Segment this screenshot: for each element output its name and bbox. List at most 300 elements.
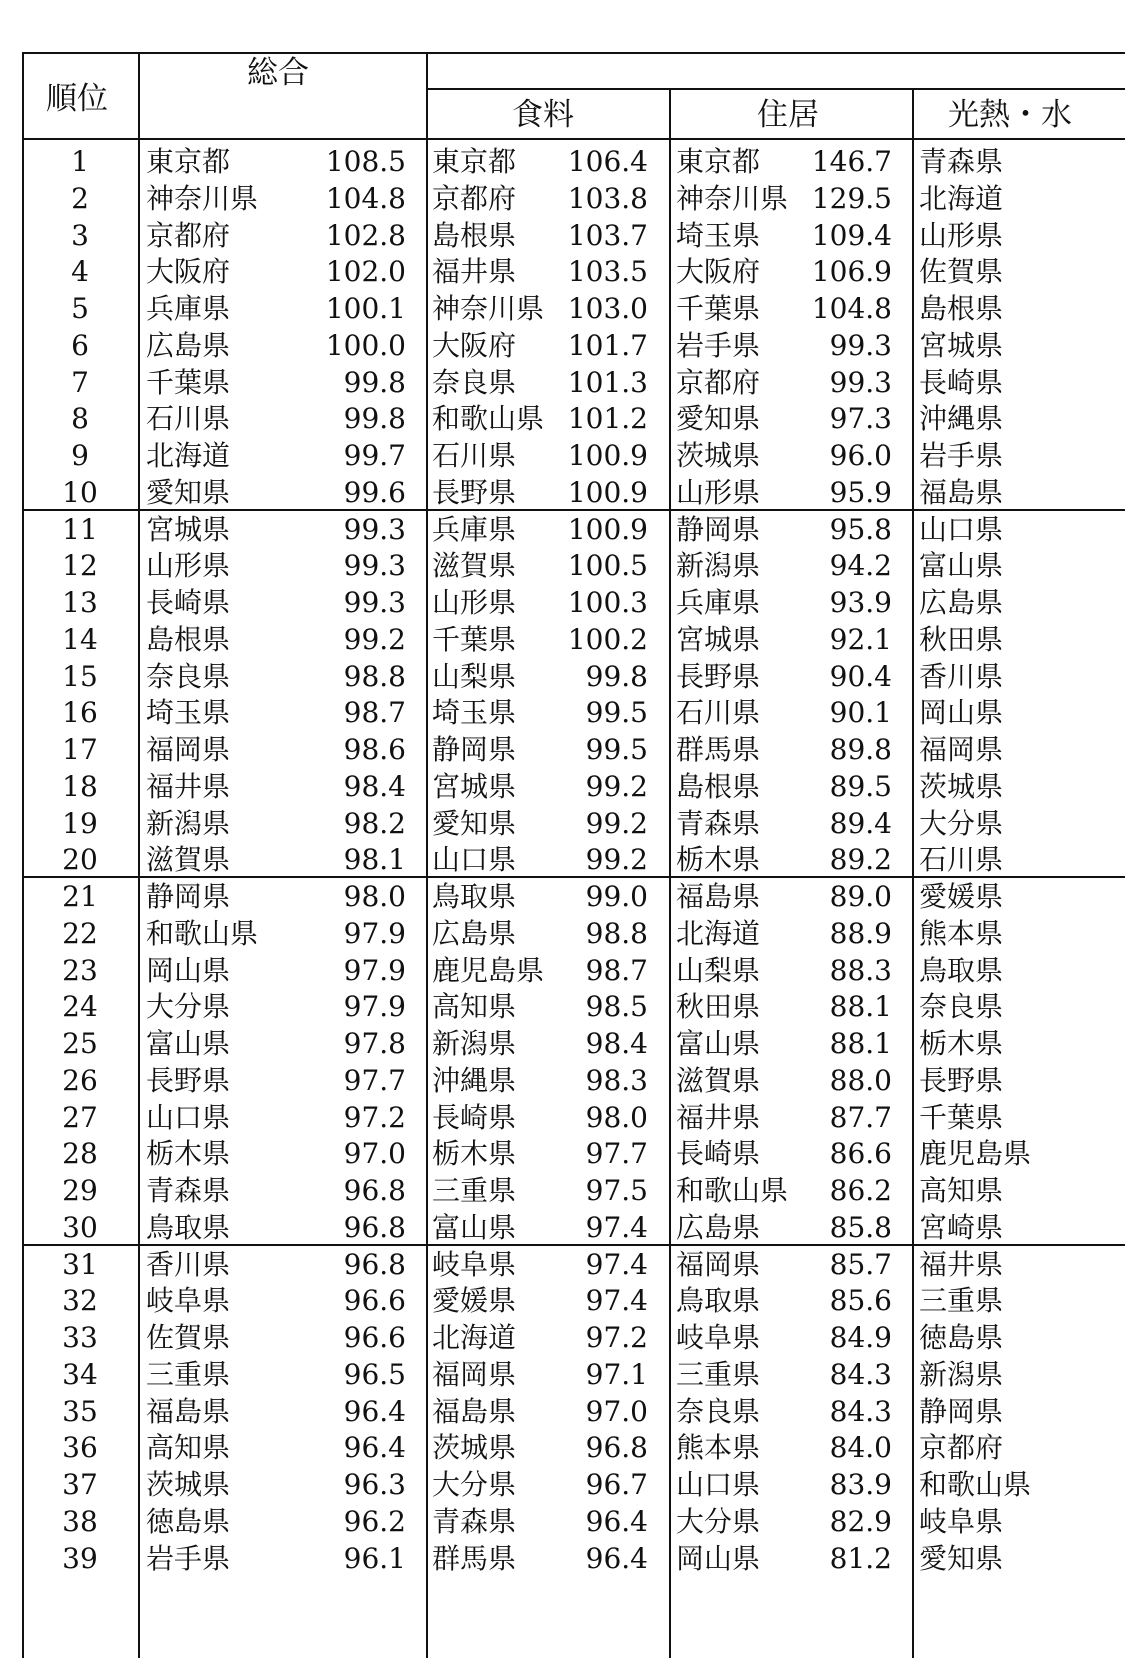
housing-value-cell: 85.6	[829, 1284, 892, 1318]
housing-value-cell: 88.9	[829, 916, 892, 950]
housing-pref-cell: 神奈川県	[676, 181, 789, 215]
housing-pref-cell: 山梨県	[676, 953, 761, 987]
housing-value-cell: 82.9	[829, 1504, 892, 1538]
rank-cell: 37	[62, 1468, 98, 1501]
header-food: 食料	[512, 97, 574, 133]
utilities-pref-cell: 京都府	[919, 1431, 1004, 1465]
housing-value-cell: 81.2	[829, 1541, 892, 1575]
total-value-cell: 99.8	[343, 365, 406, 399]
rank-cell: 34	[62, 1357, 98, 1391]
housing-value-cell: 88.3	[829, 953, 892, 987]
food-pref-cell: 兵庫県	[432, 512, 517, 546]
total-value-cell: 99.8	[343, 402, 406, 436]
rank-cell: 20	[62, 843, 98, 877]
rank-cell: 33	[62, 1321, 98, 1354]
total-value-cell: 96.4	[343, 1394, 406, 1428]
group-separator-line	[22, 509, 1125, 511]
utilities-pref-cell: 新潟県	[919, 1357, 1004, 1391]
total-value-cell: 98.1	[343, 843, 406, 877]
housing-pref-cell: 大阪府	[676, 255, 761, 289]
housing-pref-cell: 茨城県	[676, 439, 761, 472]
housing-pref-cell: 奈良県	[676, 1394, 761, 1428]
utilities-pref-cell: 島根県	[919, 292, 1004, 325]
utilities-pref-cell: 栃木県	[919, 1027, 1004, 1060]
rank-cell: 24	[62, 990, 98, 1024]
housing-value-cell: 84.3	[829, 1357, 892, 1391]
rank-cell: 36	[62, 1431, 98, 1465]
housing-pref-cell: 福島県	[676, 880, 761, 913]
food-value-cell: 97.4	[585, 1210, 648, 1244]
housing-pref-cell: 岐阜県	[676, 1321, 761, 1354]
housing-pref-cell: 石川県	[676, 696, 761, 730]
rank-cell: 12	[62, 549, 98, 583]
housing-value-cell: 89.4	[829, 806, 892, 840]
header-bottom-border	[22, 138, 1125, 140]
total-value-cell: 96.8	[343, 1247, 406, 1281]
utilities-pref-cell: 富山県	[919, 549, 1004, 583]
housing-pref-cell: 大分県	[676, 1504, 761, 1538]
utilities-pref-cell: 高知県	[919, 1174, 1004, 1207]
total-value-cell: 98.6	[343, 733, 406, 766]
rank-cell: 14	[62, 622, 98, 656]
utilities-pref-cell: 熊本県	[919, 916, 1004, 950]
table-top-border	[22, 52, 1125, 54]
rank-cell: 21	[62, 880, 98, 913]
housing-pref-cell: 新潟県	[676, 549, 761, 583]
housing-value-cell: 129.5	[811, 181, 892, 215]
total-pref-cell: 長崎県	[146, 586, 231, 619]
housing-value-cell: 87.7	[829, 1100, 892, 1134]
rank-cell: 30	[62, 1210, 98, 1244]
utilities-pref-cell: 三重県	[919, 1284, 1004, 1318]
rank-cell: 23	[62, 953, 98, 987]
housing-value-cell: 109.4	[811, 218, 892, 252]
food-pref-cell: 岐阜県	[432, 1247, 517, 1281]
housing-pref-cell: 静岡県	[676, 512, 761, 546]
food-value-cell: 100.5	[567, 549, 648, 583]
rank-cell: 11	[62, 512, 98, 546]
food-value-cell: 99.2	[585, 769, 648, 803]
housing-pref-cell: 山形県	[676, 475, 761, 509]
housing-pref-cell: 岡山県	[676, 1541, 761, 1575]
housing-value-cell: 85.7	[829, 1247, 892, 1281]
utilities-pref-cell: 福島県	[919, 475, 1004, 509]
rank-cell: 6	[71, 328, 89, 362]
utilities-pref-cell: 福井県	[919, 1247, 1004, 1281]
utilities-pref-cell: 愛媛県	[919, 880, 1004, 913]
utilities-pref-cell: 鳥取県	[919, 953, 1004, 987]
rank-cell: 38	[62, 1504, 98, 1538]
food-pref-cell: 石川県	[432, 439, 517, 472]
total-value-cell: 97.9	[343, 990, 406, 1024]
housing-pref-cell: 福井県	[676, 1100, 761, 1134]
food-value-cell: 97.4	[585, 1247, 648, 1281]
housing-pref-cell: 島根県	[676, 769, 761, 803]
utilities-pref-cell: 宮城県	[919, 328, 1004, 362]
housing-value-cell: 88.0	[829, 1063, 892, 1097]
total-pref-cell: 埼玉県	[146, 696, 231, 730]
housing-value-cell: 90.1	[829, 696, 892, 730]
housing-value-cell: 93.9	[829, 586, 892, 619]
total-value-cell: 96.3	[343, 1468, 406, 1501]
food-pref-cell: 埼玉県	[432, 696, 517, 730]
housing-pref-cell: 青森県	[676, 806, 761, 840]
utilities-pref-cell: 奈良県	[919, 990, 1004, 1024]
rank-cell: 3	[71, 218, 89, 252]
total-pref-cell: 滋賀県	[146, 843, 231, 877]
food-pref-cell: 群馬県	[432, 1541, 517, 1575]
total-pref-cell: 山形県	[146, 549, 231, 583]
total-value-cell: 99.2	[343, 622, 406, 656]
total-pref-cell: 静岡県	[146, 880, 231, 913]
housing-pref-cell: 広島県	[676, 1210, 761, 1244]
group-separator-line	[22, 876, 1125, 878]
food-pref-cell: 愛知県	[432, 806, 517, 840]
total-value-cell: 96.6	[343, 1284, 406, 1318]
housing-value-cell: 85.8	[829, 1210, 892, 1244]
utilities-pref-cell: 北海道	[919, 181, 1004, 215]
total-value-cell: 104.8	[325, 181, 406, 215]
total-pref-cell: 長野県	[146, 1063, 231, 1097]
utilities-pref-cell: 徳島県	[919, 1321, 1004, 1354]
total-pref-cell: 神奈川県	[146, 181, 259, 215]
rank-cell: 17	[62, 733, 98, 766]
food-pref-cell: 福井県	[432, 255, 517, 289]
housing-value-cell: 89.2	[829, 843, 892, 877]
housing-value-cell: 88.1	[829, 990, 892, 1024]
utilities-pref-cell: 山口県	[919, 512, 1004, 546]
rank-cell: 39	[62, 1541, 98, 1575]
total-pref-cell: 京都府	[146, 218, 231, 252]
total-value-cell: 97.9	[343, 916, 406, 950]
total-value-cell: 98.4	[343, 769, 406, 803]
header-total: 総合	[247, 55, 309, 91]
rank-cell: 2	[71, 181, 89, 215]
total-value-cell: 97.0	[343, 1137, 406, 1171]
food-pref-cell: 福岡県	[432, 1357, 517, 1391]
total-value-cell: 99.6	[343, 475, 406, 509]
utilities-pref-cell: 千葉県	[919, 1100, 1004, 1134]
utilities-pref-cell: 山形県	[919, 218, 1004, 252]
total-value-cell: 96.8	[343, 1210, 406, 1244]
food-value-cell: 100.9	[567, 475, 648, 509]
food-pref-cell: 山形県	[432, 586, 517, 619]
utilities-pref-cell: 静岡県	[919, 1394, 1004, 1428]
food-value-cell: 99.0	[585, 880, 648, 913]
food-value-cell: 97.5	[585, 1174, 648, 1207]
housing-pref-cell: 京都府	[676, 365, 761, 399]
total-pref-cell: 佐賀県	[146, 1321, 231, 1354]
utilities-pref-cell: 沖縄県	[919, 402, 1004, 436]
food-pref-cell: 宮城県	[432, 769, 517, 803]
food-pref-cell: 山梨県	[432, 659, 517, 693]
housing-pref-cell: 熊本県	[676, 1431, 761, 1465]
housing-value-cell: 146.7	[811, 145, 892, 178]
food-pref-cell: 高知県	[432, 990, 517, 1024]
utilities-pref-cell: 長野県	[919, 1063, 1004, 1097]
header-rank: 順位	[46, 81, 108, 117]
food-pref-cell: 東京都	[432, 145, 517, 178]
total-value-cell: 96.1	[343, 1541, 406, 1575]
food-value-cell: 99.2	[585, 806, 648, 840]
total-pref-cell: 広島県	[146, 328, 231, 362]
total-pref-cell: 和歌山県	[146, 916, 259, 950]
ranking-table	[22, 52, 1125, 1658]
total-pref-cell: 大阪府	[146, 255, 231, 289]
housing-value-cell: 104.8	[811, 292, 892, 325]
food-value-cell: 96.4	[585, 1504, 648, 1538]
food-value-cell: 103.7	[567, 218, 648, 252]
utilities-pref-cell: 岐阜県	[919, 1504, 1004, 1538]
total-pref-cell: 香川県	[146, 1247, 231, 1281]
total-value-cell: 96.2	[343, 1504, 406, 1538]
food-value-cell: 96.4	[585, 1541, 648, 1575]
rank-column-divider	[138, 52, 140, 1658]
utilities-pref-cell: 石川県	[919, 843, 1004, 877]
rank-cell: 10	[62, 475, 98, 509]
total-column-divider	[426, 52, 428, 1658]
food-value-cell: 98.4	[585, 1027, 648, 1060]
food-value-cell: 99.5	[585, 733, 648, 766]
total-pref-cell: 宮城県	[146, 512, 231, 546]
food-pref-cell: 長野県	[432, 475, 517, 509]
group-separator-line	[22, 1244, 1125, 1246]
total-value-cell: 99.3	[343, 586, 406, 619]
header-utilities: 光熱・水	[948, 97, 1072, 133]
subheader-line	[426, 88, 1125, 90]
total-pref-cell: 岩手県	[146, 1541, 231, 1575]
housing-value-cell: 84.3	[829, 1394, 892, 1428]
food-pref-cell: 大分県	[432, 1468, 517, 1501]
utilities-pref-cell: 愛知県	[919, 1541, 1004, 1575]
total-pref-cell: 島根県	[146, 622, 231, 656]
total-pref-cell: 栃木県	[146, 1137, 231, 1171]
utilities-pref-cell: 鹿児島県	[919, 1137, 1032, 1171]
total-pref-cell: 大分県	[146, 990, 231, 1024]
total-value-cell: 99.3	[343, 549, 406, 583]
header-housing: 住居	[757, 97, 819, 133]
total-value-cell: 96.6	[343, 1321, 406, 1354]
rank-cell: 15	[62, 659, 98, 693]
housing-value-cell: 89.5	[829, 769, 892, 803]
rank-cell: 9	[71, 439, 89, 472]
housing-pref-cell: 愛知県	[676, 402, 761, 436]
utilities-pref-cell: 茨城県	[919, 769, 1004, 803]
total-pref-cell: 青森県	[146, 1174, 231, 1207]
food-pref-cell: 福島県	[432, 1394, 517, 1428]
food-value-cell: 100.2	[567, 622, 648, 656]
food-value-cell: 99.8	[585, 659, 648, 693]
total-pref-cell: 高知県	[146, 1431, 231, 1465]
total-value-cell: 98.7	[343, 696, 406, 730]
total-pref-cell: 山口県	[146, 1100, 231, 1134]
housing-pref-cell: 岩手県	[676, 328, 761, 362]
housing-value-cell: 90.4	[829, 659, 892, 693]
food-pref-cell: 鳥取県	[432, 880, 517, 913]
housing-pref-cell: 宮城県	[676, 622, 761, 656]
housing-pref-cell: 埼玉県	[676, 218, 761, 252]
total-value-cell: 100.1	[325, 292, 406, 325]
utilities-pref-cell: 和歌山県	[919, 1468, 1032, 1501]
food-pref-cell: 奈良県	[432, 365, 517, 399]
housing-pref-cell: 北海道	[676, 916, 761, 950]
housing-column-divider	[912, 88, 914, 1658]
total-value-cell: 98.2	[343, 806, 406, 840]
food-pref-cell: 島根県	[432, 218, 517, 252]
housing-value-cell: 89.0	[829, 880, 892, 913]
housing-pref-cell: 長崎県	[676, 1137, 761, 1171]
total-pref-cell: 奈良県	[146, 659, 231, 693]
food-value-cell: 97.0	[585, 1394, 648, 1428]
food-value-cell: 98.7	[585, 953, 648, 987]
food-value-cell: 99.2	[585, 843, 648, 877]
housing-value-cell: 95.8	[829, 512, 892, 546]
food-value-cell: 100.3	[567, 586, 648, 619]
food-pref-cell: 三重県	[432, 1174, 517, 1207]
food-pref-cell: 千葉県	[432, 622, 517, 656]
food-value-cell: 99.5	[585, 696, 648, 730]
rank-cell: 31	[62, 1247, 98, 1281]
rank-cell: 32	[62, 1284, 98, 1318]
total-value-cell: 96.5	[343, 1357, 406, 1391]
housing-value-cell: 86.2	[829, 1174, 892, 1207]
housing-pref-cell: 兵庫県	[676, 586, 761, 619]
utilities-pref-cell: 青森県	[919, 145, 1004, 178]
food-pref-cell: 長崎県	[432, 1100, 517, 1134]
food-value-cell: 100.9	[567, 512, 648, 546]
rank-cell: 1	[71, 145, 89, 178]
food-pref-cell: 京都府	[432, 181, 517, 215]
food-pref-cell: 愛媛県	[432, 1284, 517, 1318]
total-value-cell: 97.2	[343, 1100, 406, 1134]
total-pref-cell: 兵庫県	[146, 292, 231, 325]
rank-cell: 18	[62, 769, 98, 803]
total-pref-cell: 東京都	[146, 145, 231, 178]
total-value-cell: 99.7	[343, 439, 406, 472]
utilities-pref-cell: 佐賀県	[919, 255, 1004, 289]
total-value-cell: 97.7	[343, 1063, 406, 1097]
total-pref-cell: 富山県	[146, 1027, 231, 1060]
food-pref-cell: 山口県	[432, 843, 517, 877]
food-value-cell: 97.1	[585, 1357, 648, 1391]
food-value-cell: 106.4	[567, 145, 648, 178]
total-value-cell: 97.8	[343, 1027, 406, 1060]
food-pref-cell: 静岡県	[432, 733, 517, 766]
total-value-cell: 102.8	[325, 218, 406, 252]
total-pref-cell: 石川県	[146, 402, 231, 436]
food-pref-cell: 滋賀県	[432, 549, 517, 583]
rank-cell: 26	[62, 1063, 98, 1097]
total-value-cell: 97.9	[343, 953, 406, 987]
housing-value-cell: 99.3	[829, 365, 892, 399]
housing-pref-cell: 千葉県	[676, 292, 761, 325]
rank-cell: 5	[71, 292, 89, 325]
housing-pref-cell: 栃木県	[676, 843, 761, 877]
housing-value-cell: 94.2	[829, 549, 892, 583]
rank-cell: 8	[71, 402, 89, 436]
food-value-cell: 97.7	[585, 1137, 648, 1171]
total-pref-cell: 福井県	[146, 769, 231, 803]
food-value-cell: 101.2	[567, 402, 648, 436]
housing-value-cell: 97.3	[829, 402, 892, 436]
total-pref-cell: 愛知県	[146, 475, 231, 509]
food-value-cell: 98.8	[585, 916, 648, 950]
housing-value-cell: 89.8	[829, 733, 892, 766]
housing-value-cell: 106.9	[811, 255, 892, 289]
food-pref-cell: 北海道	[432, 1321, 517, 1354]
rank-cell: 19	[62, 806, 98, 840]
rank-cell: 13	[62, 586, 98, 619]
food-pref-cell: 大阪府	[432, 328, 517, 362]
total-value-cell: 96.8	[343, 1174, 406, 1207]
total-value-cell: 99.3	[343, 512, 406, 546]
rank-cell: 16	[62, 696, 98, 730]
rank-cell: 29	[62, 1174, 98, 1207]
food-value-cell: 98.0	[585, 1100, 648, 1134]
rank-cell: 22	[62, 916, 98, 950]
rank-cell: 4	[71, 255, 89, 289]
housing-value-cell: 83.9	[829, 1468, 892, 1501]
food-pref-cell: 茨城県	[432, 1431, 517, 1465]
total-pref-cell: 新潟県	[146, 806, 231, 840]
food-pref-cell: 鹿児島県	[432, 953, 545, 987]
food-pref-cell: 新潟県	[432, 1027, 517, 1060]
utilities-pref-cell: 大分県	[919, 806, 1004, 840]
total-pref-cell: 千葉県	[146, 365, 231, 399]
rank-cell: 25	[62, 1027, 98, 1060]
food-value-cell: 98.3	[585, 1063, 648, 1097]
housing-pref-cell: 長野県	[676, 659, 761, 693]
food-value-cell: 101.7	[567, 328, 648, 362]
utilities-pref-cell: 宮崎県	[919, 1210, 1004, 1244]
housing-value-cell: 96.0	[829, 439, 892, 472]
utilities-pref-cell: 広島県	[919, 586, 1004, 619]
housing-value-cell: 84.9	[829, 1321, 892, 1354]
utilities-pref-cell: 岩手県	[919, 439, 1004, 472]
housing-pref-cell: 福岡県	[676, 1247, 761, 1281]
food-value-cell: 97.4	[585, 1284, 648, 1318]
food-pref-cell: 栃木県	[432, 1137, 517, 1171]
total-value-cell: 98.0	[343, 880, 406, 913]
food-value-cell: 103.5	[567, 255, 648, 289]
food-value-cell: 96.7	[585, 1468, 648, 1501]
housing-pref-cell: 滋賀県	[676, 1063, 761, 1097]
utilities-pref-cell: 岡山県	[919, 696, 1004, 730]
rank-cell: 7	[71, 365, 89, 399]
utilities-pref-cell: 秋田県	[919, 622, 1004, 656]
total-pref-cell: 鳥取県	[146, 1210, 231, 1244]
food-value-cell: 98.5	[585, 990, 648, 1024]
rank-cell: 35	[62, 1394, 98, 1428]
food-pref-cell: 和歌山県	[432, 402, 545, 436]
total-value-cell: 98.8	[343, 659, 406, 693]
housing-pref-cell: 和歌山県	[676, 1174, 789, 1207]
food-pref-cell: 青森県	[432, 1504, 517, 1538]
housing-pref-cell: 東京都	[676, 145, 761, 178]
utilities-pref-cell: 福岡県	[919, 733, 1004, 766]
housing-pref-cell: 鳥取県	[676, 1284, 761, 1318]
total-pref-cell: 北海道	[146, 439, 231, 472]
total-pref-cell: 岡山県	[146, 953, 231, 987]
food-value-cell: 101.3	[567, 365, 648, 399]
food-value-cell: 100.9	[567, 439, 648, 472]
total-pref-cell: 三重県	[146, 1357, 231, 1391]
rank-cell: 27	[62, 1100, 98, 1134]
housing-value-cell: 86.6	[829, 1137, 892, 1171]
food-value-cell: 103.8	[567, 181, 648, 215]
housing-value-cell: 92.1	[829, 622, 892, 656]
food-column-divider	[669, 88, 671, 1658]
